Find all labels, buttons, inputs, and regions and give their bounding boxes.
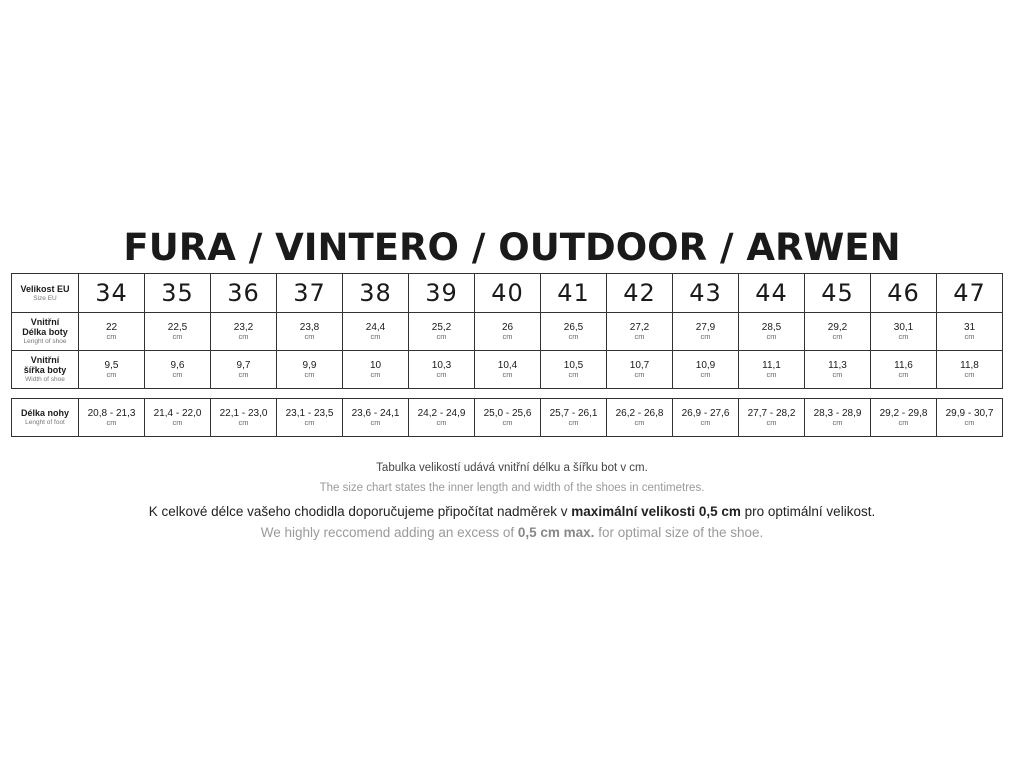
length-value: 30,1 xyxy=(893,322,914,333)
size-value: 45 xyxy=(821,279,854,307)
size-cell xyxy=(673,274,739,313)
length-value: 25,2 xyxy=(431,322,452,333)
unit-label: cm xyxy=(568,370,579,379)
size-cell xyxy=(541,274,607,313)
length-value: 28,5 xyxy=(761,322,782,333)
foot-cell xyxy=(409,399,475,437)
length-value: 23,8 xyxy=(299,322,320,333)
unit-label: cm xyxy=(436,370,447,379)
length-cell xyxy=(277,313,343,351)
size-cell xyxy=(805,274,871,313)
length-value: 27,2 xyxy=(629,322,650,333)
width-cell xyxy=(937,351,1003,389)
size-cell xyxy=(409,274,475,313)
length-cell xyxy=(79,313,145,351)
note-cz-1: Tabulka velikostí udává vnitřní délku a šířku bot v cm. xyxy=(376,462,648,474)
unit-label: cm xyxy=(502,370,513,379)
length-cell xyxy=(343,313,409,351)
unit-label: cm xyxy=(832,370,843,379)
unit-label: cm xyxy=(502,332,513,341)
unit-label: cm xyxy=(898,370,909,379)
size-cell xyxy=(79,274,145,313)
note-cz-2-bold: maximální velikosti 0,5 cm xyxy=(571,504,741,519)
unit-label: cm xyxy=(832,418,843,427)
unit-label: cm xyxy=(238,332,249,341)
length-row-label-1: Vnitřní xyxy=(30,317,60,327)
foot-cell xyxy=(145,399,211,437)
foot-cell xyxy=(79,399,145,437)
foot-cell xyxy=(937,399,1003,437)
width-value: 10,7 xyxy=(629,360,650,371)
width-cell xyxy=(805,351,871,389)
width-cell xyxy=(145,351,211,389)
unit-label: cm xyxy=(766,418,777,427)
unit-label: cm xyxy=(766,370,777,379)
foot-row-header xyxy=(12,399,79,437)
size-cell xyxy=(475,274,541,313)
size-value: 43 xyxy=(689,279,722,307)
unit-label: cm xyxy=(568,332,579,341)
note-cz-2-a: K celkové délce vašeho chodidla doporučujeme připočítat nadměrek v xyxy=(148,504,572,519)
foot-row-label: Délka nohy xyxy=(20,408,69,418)
foot-value: 23,1 - 23,5 xyxy=(285,408,334,419)
width-cell xyxy=(343,351,409,389)
unit-label: cm xyxy=(700,418,711,427)
length-cell xyxy=(145,313,211,351)
note-en-2 xyxy=(0,523,1024,543)
size-table xyxy=(11,273,1003,389)
unit-label: cm xyxy=(898,332,909,341)
length-row-header xyxy=(12,313,79,351)
foot-cell xyxy=(805,399,871,437)
width-value: 11,1 xyxy=(762,360,781,371)
width-cell xyxy=(475,351,541,389)
length-value: 26,5 xyxy=(563,322,584,333)
width-cell xyxy=(673,351,739,389)
unit-label: cm xyxy=(832,332,843,341)
unit-label: cm xyxy=(964,418,975,427)
width-value: 11,3 xyxy=(828,360,847,371)
unit-label: cm xyxy=(106,418,117,427)
size-cell xyxy=(871,274,937,313)
width-value: 10,9 xyxy=(695,360,716,371)
length-value: 29,2 xyxy=(827,322,848,333)
width-value: 10,4 xyxy=(497,360,518,371)
unit-label: cm xyxy=(172,370,183,379)
foot-value: 21,4 - 22,0 xyxy=(153,408,202,419)
size-value: 44 xyxy=(755,279,788,307)
unit-label: cm xyxy=(700,332,711,341)
length-cell xyxy=(607,313,673,351)
length-cell xyxy=(475,313,541,351)
unit-label: cm xyxy=(172,332,183,341)
width-row xyxy=(12,351,1003,389)
length-row-sublabel: Lenght of shoe xyxy=(23,338,67,345)
unit-label: cm xyxy=(304,370,315,379)
width-value: 9,9 xyxy=(302,360,317,371)
size-cell xyxy=(145,274,211,313)
foot-value: 24,2 - 24,9 xyxy=(417,408,466,419)
unit-label: cm xyxy=(502,418,513,427)
width-row-label-1: Vnitřní xyxy=(30,355,60,365)
unit-label: cm xyxy=(964,370,975,379)
size-value: 40 xyxy=(491,279,524,307)
note-en-2-bold: 0,5 cm max. xyxy=(517,525,595,540)
size-value: 35 xyxy=(161,279,194,307)
length-cell xyxy=(871,313,937,351)
unit-label: cm xyxy=(370,332,381,341)
foot-value: 25,7 - 26,1 xyxy=(549,408,598,419)
unit-label: cm xyxy=(964,332,975,341)
foot-cell xyxy=(739,399,805,437)
size-cell xyxy=(607,274,673,313)
width-row-sublabel: Width of shoe xyxy=(25,376,65,383)
width-value: 9,5 xyxy=(104,360,119,371)
size-value: 37 xyxy=(293,279,326,307)
width-cell xyxy=(211,351,277,389)
foot-value: 20,8 - 21,3 xyxy=(87,408,136,419)
length-cell xyxy=(541,313,607,351)
size-value: 46 xyxy=(887,279,920,307)
unit-label: cm xyxy=(634,370,645,379)
length-value: 24,4 xyxy=(365,322,386,333)
note-cz-2 xyxy=(0,501,1024,523)
foot-row-sublabel: Lenght of foot xyxy=(25,419,65,426)
unit-label: cm xyxy=(634,332,645,341)
width-value: 10,3 xyxy=(431,360,452,371)
foot-row xyxy=(12,399,1003,437)
width-row-label-2: šířka boty xyxy=(23,365,67,375)
unit-label: cm xyxy=(436,418,447,427)
unit-label: cm xyxy=(238,418,249,427)
size-row-label: Velikost EU xyxy=(20,283,70,294)
width-cell xyxy=(277,351,343,389)
size-value: 39 xyxy=(425,279,458,307)
foot-value: 28,3 - 28,9 xyxy=(813,408,862,419)
unit-label: cm xyxy=(106,332,117,341)
length-cell xyxy=(739,313,805,351)
size-value: 34 xyxy=(95,279,128,307)
width-row-header xyxy=(12,351,79,389)
unit-label: cm xyxy=(106,370,117,379)
size-row xyxy=(12,274,1003,313)
unit-label: cm xyxy=(898,418,909,427)
foot-value: 26,2 - 26,8 xyxy=(615,408,664,419)
foot-cell xyxy=(541,399,607,437)
length-cell xyxy=(937,313,1003,351)
unit-label: cm xyxy=(700,370,711,379)
foot-cell xyxy=(277,399,343,437)
foot-cell xyxy=(343,399,409,437)
unit-label: cm xyxy=(304,332,315,341)
foot-cell xyxy=(475,399,541,437)
length-cell xyxy=(409,313,475,351)
foot-cell xyxy=(211,399,277,437)
foot-value: 27,7 - 28,2 xyxy=(747,408,796,419)
unit-label: cm xyxy=(370,370,381,379)
length-value: 27,9 xyxy=(695,322,716,333)
length-value: 23,2 xyxy=(233,322,254,333)
foot-value: 26,9 - 27,6 xyxy=(681,408,730,419)
foot-value: 25,0 - 25,6 xyxy=(483,408,532,419)
length-value: 22,5 xyxy=(167,322,188,333)
note-en-2-a: We highly reccomend adding an excess of xyxy=(260,525,518,540)
size-value: 41 xyxy=(557,279,590,307)
length-cell xyxy=(211,313,277,351)
length-row xyxy=(12,313,1003,351)
width-value: 9,6 xyxy=(170,360,185,371)
length-value: 31 xyxy=(963,322,976,333)
size-value: 42 xyxy=(623,279,656,307)
width-value: 9,7 xyxy=(236,360,251,371)
size-cell xyxy=(739,274,805,313)
foot-cell xyxy=(673,399,739,437)
width-value: 11,8 xyxy=(960,360,979,371)
unit-label: cm xyxy=(238,370,249,379)
foot-value: 29,9 - 30,7 xyxy=(945,408,994,419)
size-cell xyxy=(343,274,409,313)
size-cell xyxy=(211,274,277,313)
size-cell xyxy=(277,274,343,313)
width-cell xyxy=(871,351,937,389)
unit-label: cm xyxy=(766,332,777,341)
chart-title: FURA / VINTERO / OUTDOOR / ARWEN xyxy=(123,226,901,269)
note-en-1: The size chart states the inner length and width of the shoes in centimetres. xyxy=(319,482,705,494)
width-cell xyxy=(541,351,607,389)
size-value: 47 xyxy=(953,279,986,307)
size-value: 38 xyxy=(359,279,392,307)
note-cz-2-c: pro optimální velikost. xyxy=(740,504,876,519)
foot-value: 22,1 - 23,0 xyxy=(219,408,268,419)
foot-length-table xyxy=(11,398,1003,437)
width-cell xyxy=(607,351,673,389)
length-cell xyxy=(673,313,739,351)
unit-label: cm xyxy=(436,332,447,341)
width-cell xyxy=(409,351,475,389)
width-value: 10 xyxy=(369,360,382,371)
foot-value: 23,6 - 24,1 xyxy=(351,408,400,419)
notes xyxy=(0,458,1024,543)
size-row-sublabel: Size EU xyxy=(33,294,57,302)
width-value: 10,5 xyxy=(563,360,584,371)
length-value: 22 xyxy=(105,322,118,333)
width-cell xyxy=(739,351,805,389)
foot-value: 29,2 - 29,8 xyxy=(879,408,928,419)
length-value: 26 xyxy=(501,322,514,333)
size-row-header xyxy=(12,274,79,313)
length-row-label-2: Délka boty xyxy=(22,327,68,337)
unit-label: cm xyxy=(634,418,645,427)
foot-cell xyxy=(871,399,937,437)
unit-label: cm xyxy=(370,418,381,427)
length-cell xyxy=(805,313,871,351)
width-value: 11,6 xyxy=(894,360,913,371)
foot-cell xyxy=(607,399,673,437)
unit-label: cm xyxy=(172,418,183,427)
note-en-2-c: for optimal size of the shoe. xyxy=(594,525,764,540)
unit-label: cm xyxy=(568,418,579,427)
size-cell xyxy=(937,274,1003,313)
size-value: 36 xyxy=(227,279,260,307)
width-cell xyxy=(79,351,145,389)
unit-label: cm xyxy=(304,418,315,427)
